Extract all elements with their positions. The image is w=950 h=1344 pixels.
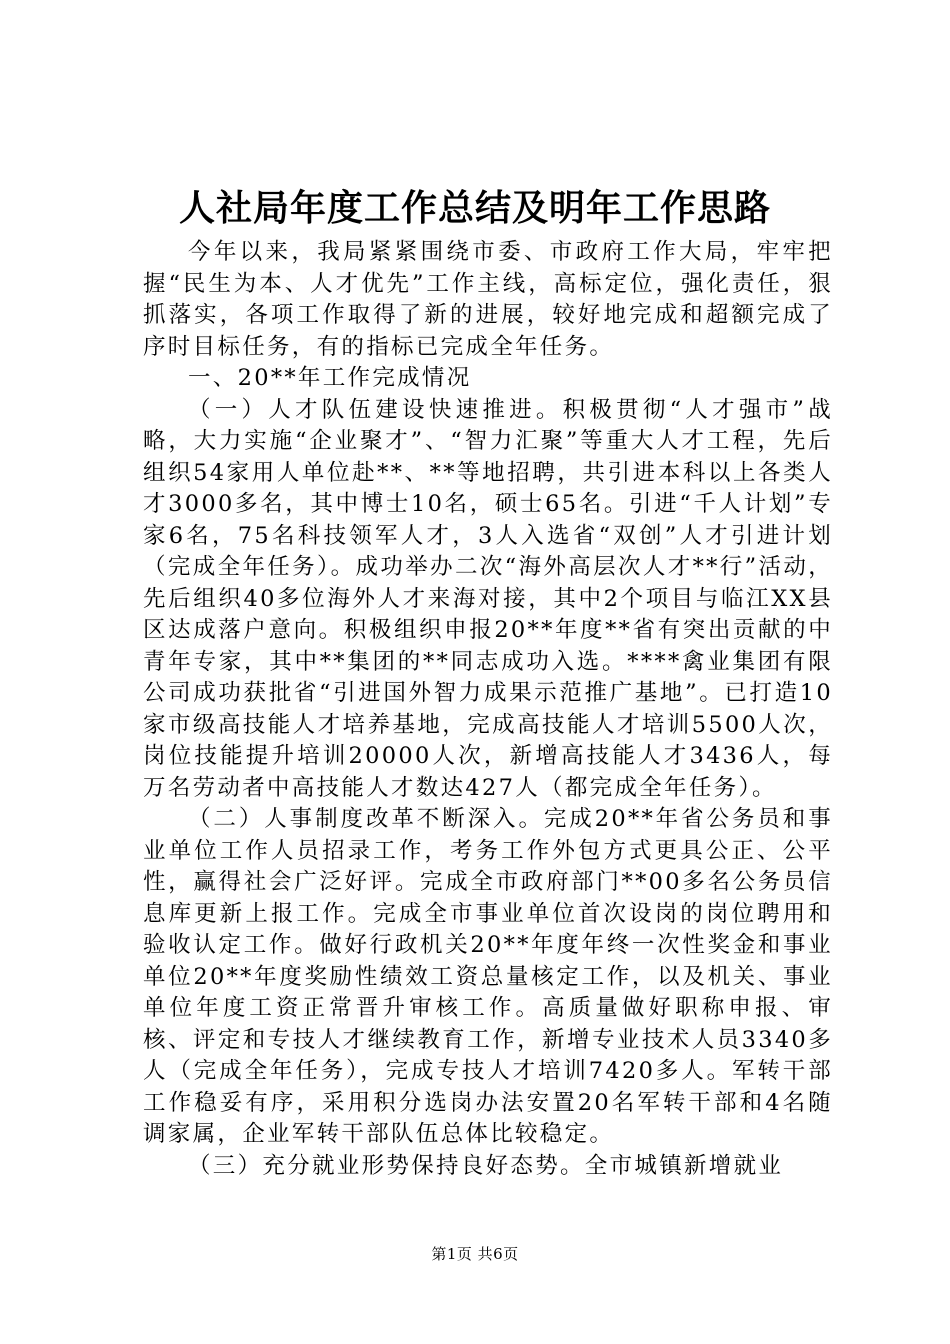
document-title: 人社局年度工作总结及明年工作思路 — [178, 187, 771, 229]
body-paragraph: （三）充分就业形势保持良好态势。全市城镇新增就业 — [188, 1152, 784, 1179]
document-body — [143, 237, 833, 1182]
body-paragraph: （一）人才队伍建设快速推进。积极贯彻“人才强市”战略，大力实施“企业聚才”、“智力汇聚”等重大人才工程，先后组织54家用人单位赴**、**等地招聘，共引进本科以上各类人才3000多名，其中博士10名，硕士65名。引进“千人计划”专家6名，75名科技领军人才，3人入选省“双创”人才引进计划（完成全年任务）。成功举办二次“海外高层次人才**行”活动，先后组织40多位海外人才来海对接，其中2个项目与临江XX县区达成落户意向。积极组织申报20**年度**省有突出贡献的中青年专家，其中**集团的**同志成功入选。****禽业集团有限公司成功获批省“引进国外智力成果示范推广基地”。已打造10家市级高技能人才培养基地，完成高技能人才培训5500人次，岗位技能提升培训20000人次，新增高技能人才3436人，每万名劳动者中高技能人才数达427人（都完成全年任务）。 — [143, 396, 833, 801]
page-footer: 第1页 共6页 — [431, 1245, 519, 1263]
intro-paragraph: 今年以来，我局紧紧围绕市委、市政府工作大局，牢牢把握“民生为本、人才优先”工作主线，高标定位，强化责任，狠抓落实，各项工作取得了新的进展，较好地完成和超额完成了序时目标任务，有的指标已完成全年任务。 — [143, 239, 833, 360]
section-heading: 一、20**年工作完成情况 — [188, 365, 472, 391]
body-paragraph: （二）人事制度改革不断深入。完成20**年省公务员和事业单位工作人员招录工作，考务工作外包方式更具公正、公平性，赢得社会广泛好评。完成全市政府部门**00多名公务员信息库更新上报工作。完成全市事业单位首次设岗的岗位聘用和验收认定工作。做好行政机关20**年度年终一次性奖金和事业单位20**年度奖励性绩效工资总量核定工作，以及机关、事业单位年度工资正常晋升审核工作。高质量做好职称申报、审核、评定和专技人才继续教育工作，新增专业技术人员3340多人（完成全年任务），完成专技人才培训7420多人。军转干部工作稳妥有序，采用积分选岗办法安置20名军转干部和4名随调家属，企业军转干部队伍总体比较稳定。 — [143, 806, 833, 1147]
